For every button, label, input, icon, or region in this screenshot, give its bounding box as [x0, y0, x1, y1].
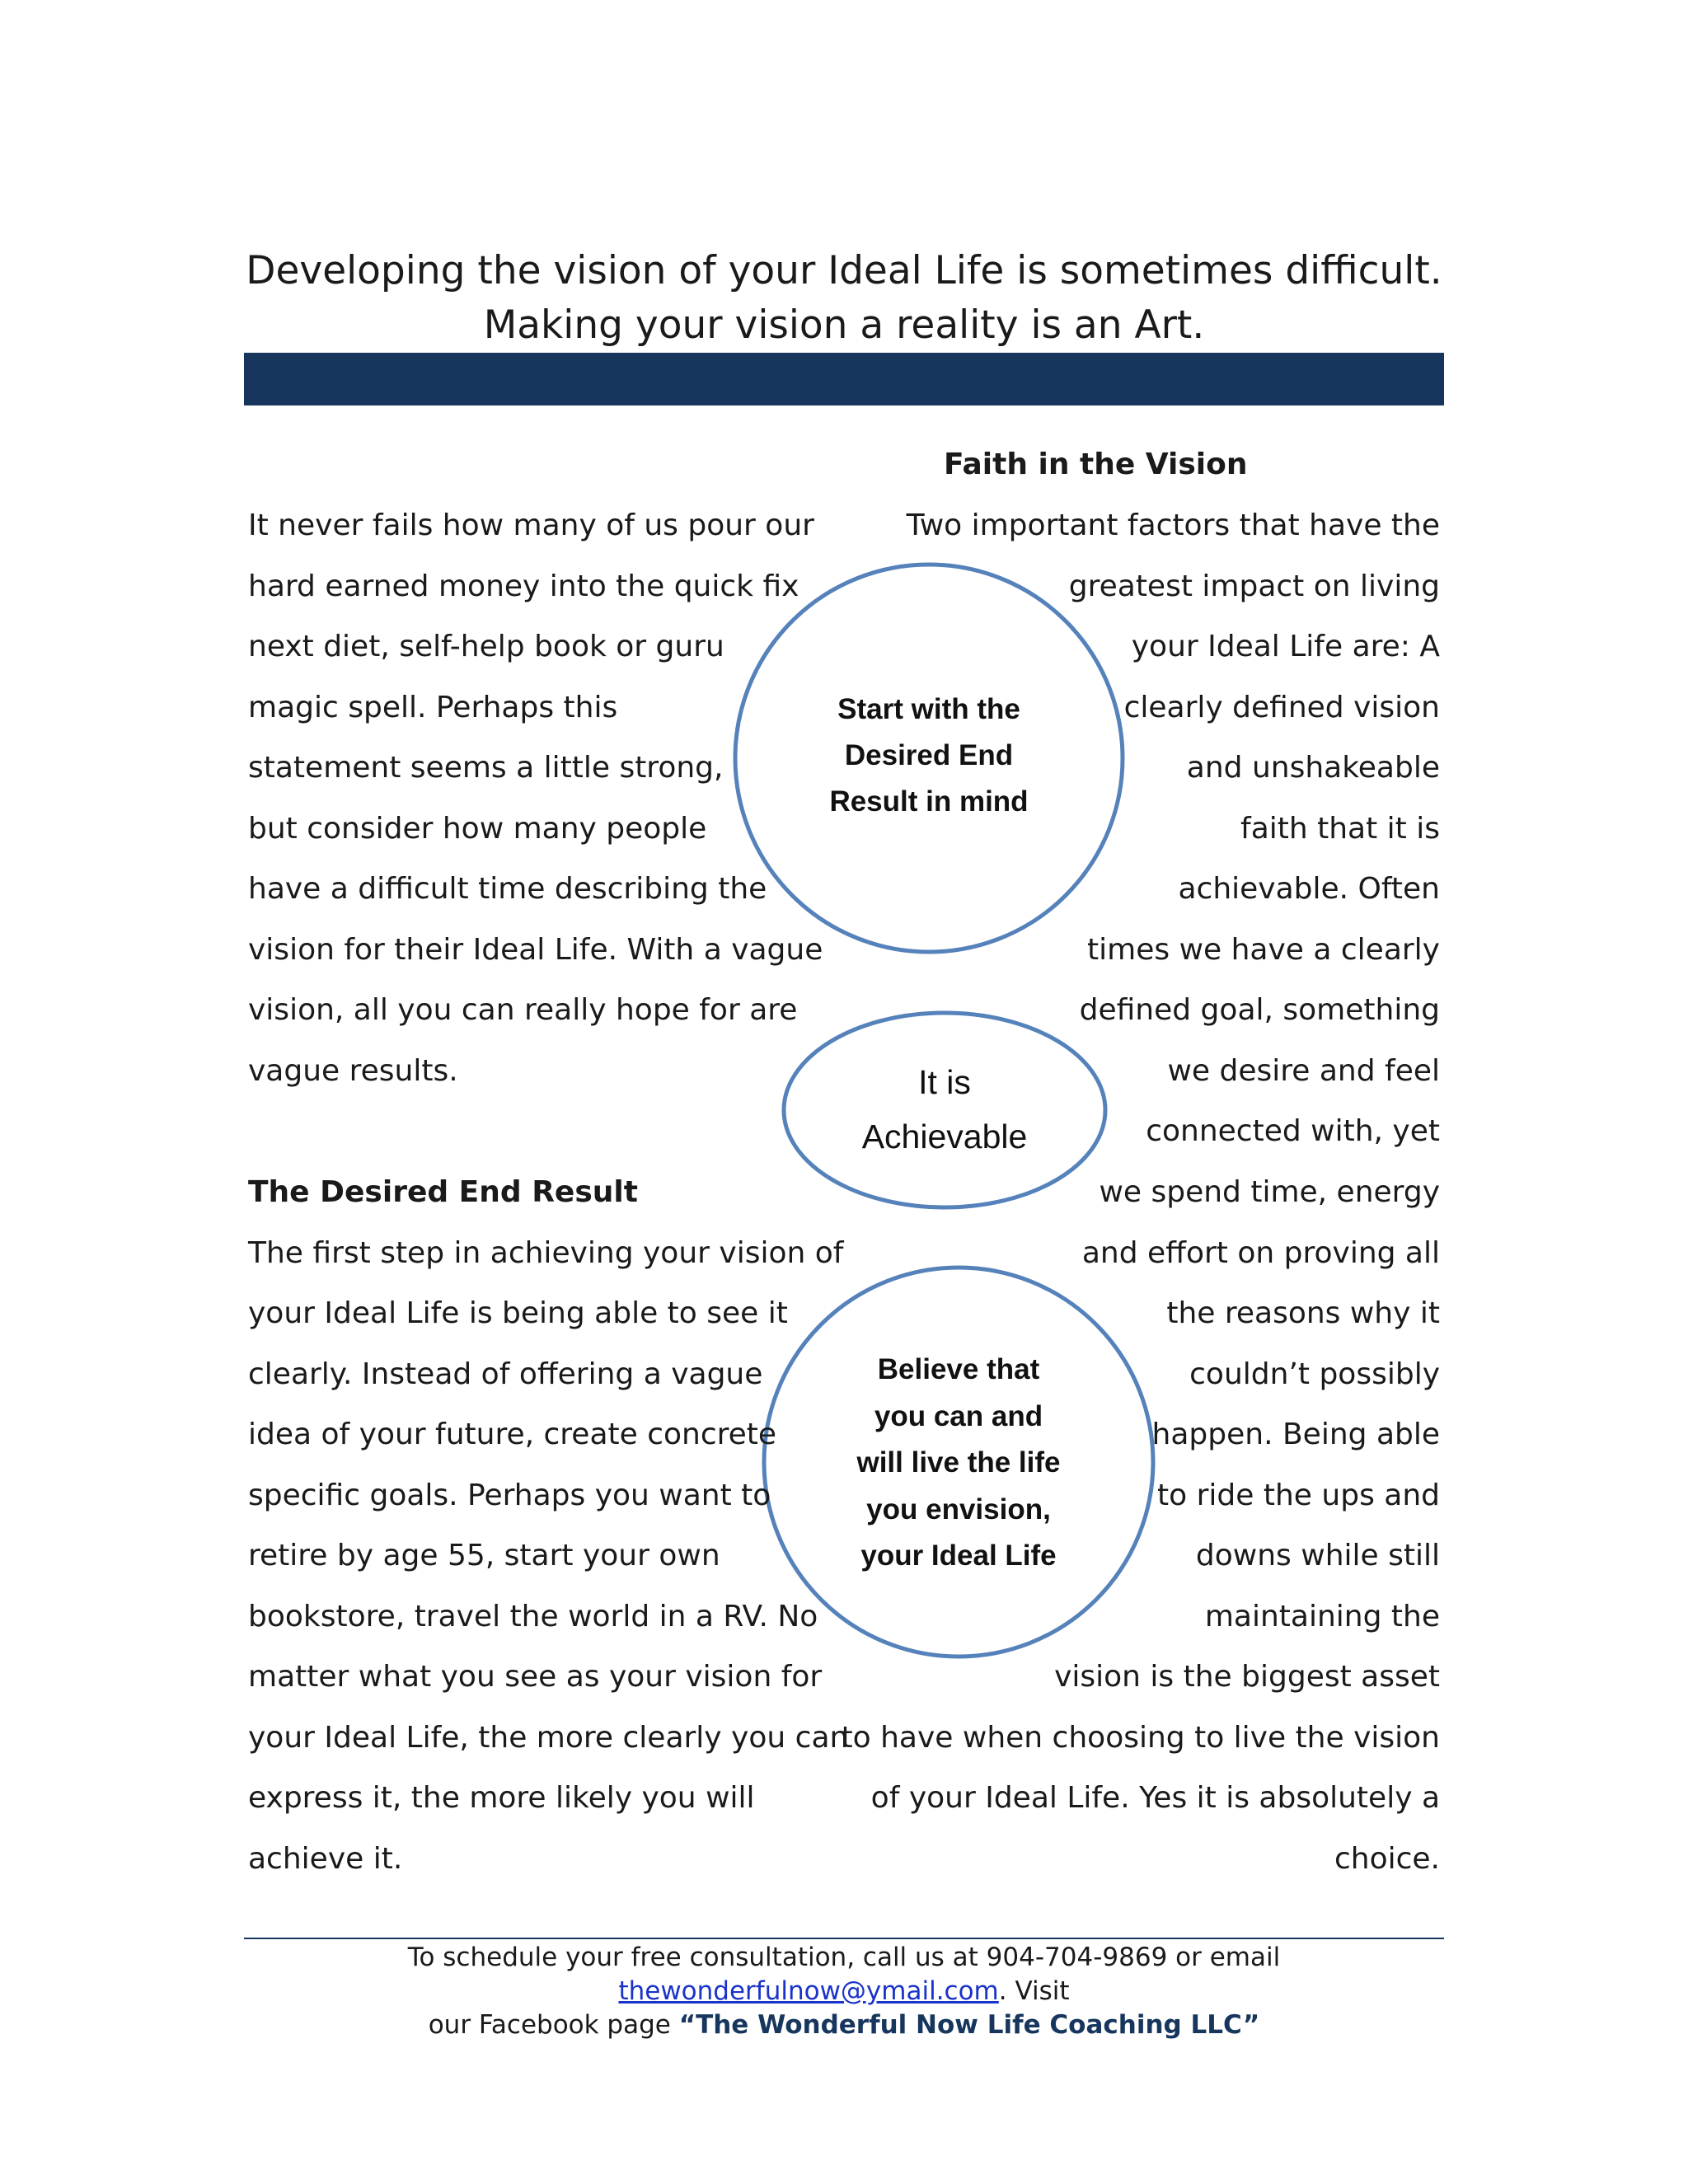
right-line: the reasons why it	[1166, 1296, 1440, 1330]
bubble-line: Start with the	[837, 693, 1020, 725]
right-line: maintaining the	[1204, 1600, 1440, 1633]
right-line: your Ideal Life are: A	[1131, 630, 1440, 663]
left-intro-line: magic spell. Perhaps this	[248, 691, 618, 724]
footer-divider	[244, 1938, 1444, 1939]
right-line: couldn’t possibly	[1189, 1357, 1440, 1391]
right-line: Two important factors that have the	[906, 509, 1440, 542]
right-line: times we have a clearly	[1087, 933, 1440, 967]
left-intro-line: It never fails how many of us pour our	[248, 509, 814, 542]
left-intro-line: vision for their Ideal Life. With a vague	[248, 933, 823, 967]
bubble-start-with-end-text	[789, 687, 1069, 825]
left-section-line: matter what you see as your vision for	[248, 1660, 823, 1694]
bubble-line: you envision,	[866, 1493, 1051, 1526]
bubble-line: Believe that	[877, 1353, 1040, 1385]
right-line: to ride the ups and	[1157, 1479, 1440, 1512]
left-section-line: The first step in achieving your vision of	[248, 1236, 844, 1270]
bubble-line: Desired End	[844, 739, 1014, 771]
left-intro-line: have a difficult time describing the	[248, 872, 767, 906]
left-section-line: your Ideal Life is being able to see it	[248, 1296, 788, 1330]
right-line: we spend time, energy	[1099, 1175, 1440, 1209]
left-intro-line: but consider how many people	[248, 812, 707, 846]
right-line: connected with, yet	[1146, 1114, 1440, 1148]
left-section-line: specific goals. Perhaps you want to	[248, 1479, 771, 1512]
footer	[244, 1941, 1444, 2042]
right-line: faith that it is	[1240, 812, 1440, 846]
email-link[interactable]: thewonderfulnow@ymail.com	[618, 1976, 999, 2006]
right-line: vision is the biggest asset	[1054, 1660, 1440, 1694]
bubble-achievable-text	[813, 1055, 1076, 1164]
title-line-2: Making your vision a reality is an Art.	[483, 302, 1205, 348]
left-intro-line: statement seems a little strong,	[248, 751, 724, 785]
heading-desired-end-result: The Desired End Result	[248, 1175, 638, 1209]
title-line-1: Developing the vision of your Ideal Life is sometimes difficult.	[246, 248, 1442, 293]
bubble-believe-text	[810, 1347, 1107, 1580]
bubble-line: Achievable	[861, 1118, 1028, 1155]
right-line: we desire and feel	[1167, 1054, 1440, 1088]
footer-line-2	[244, 2008, 1444, 2042]
left-section-line: idea of your future, create concrete	[248, 1418, 777, 1451]
footer-contact-text: To schedule your free consultation, call us at 904-704-9869 or email	[407, 1943, 1281, 1972]
right-line: defined goal, something	[1079, 993, 1440, 1027]
right-line: of your Ideal Life. Yes it is absolutely a	[870, 1781, 1440, 1815]
bubble-line: Result in mind	[829, 785, 1029, 818]
right-line: and unshakeable	[1186, 751, 1440, 785]
right-line: to have when choosing to live the vision	[841, 1721, 1440, 1755]
left-section-line: clearly. Instead of offering a vague	[248, 1357, 763, 1391]
facebook-page-name: “The Wonderful Now Life Coaching LLC”	[678, 2010, 1260, 2040]
right-line: clearly defined vision	[1123, 691, 1440, 724]
right-line: and effort on proving all	[1081, 1236, 1440, 1270]
footer-facebook-prefix: our Facebook page	[428, 2010, 679, 2040]
right-line: downs while still	[1195, 1539, 1440, 1572]
bubble-line: It is	[918, 1063, 971, 1101]
left-section-line: express it, the more likely you will	[248, 1781, 755, 1815]
bubble-line: will live the life	[856, 1446, 1061, 1479]
right-line: choice.	[1334, 1842, 1440, 1876]
left-intro-line: vague results.	[248, 1054, 458, 1088]
right-line: achievable. Often	[1178, 872, 1440, 906]
footer-visit-text: . Visit	[998, 1976, 1070, 2006]
footer-line-1	[244, 1941, 1444, 2008]
right-line: happen. Being able	[1151, 1418, 1440, 1451]
left-intro-line: vision, all you can really hope for are	[248, 993, 798, 1027]
left-section-line: achieve it.	[248, 1842, 403, 1876]
bubble-line: you can and	[874, 1399, 1043, 1432]
left-section-line: bookstore, travel the world in a RV. No	[248, 1600, 818, 1633]
left-intro-line: next diet, self-help book or guru	[248, 630, 724, 663]
left-section-line: retire by age 55, start your own	[248, 1539, 720, 1572]
right-line: greatest impact on living	[1068, 569, 1440, 603]
left-section-line: your Ideal Life, the more clearly you can	[248, 1721, 849, 1755]
heading-faith-in-the-vision: Faith in the Vision	[944, 448, 1248, 481]
bubble-line: your Ideal Life	[860, 1540, 1057, 1572]
left-intro-line: hard earned money into the quick fix	[248, 569, 799, 603]
